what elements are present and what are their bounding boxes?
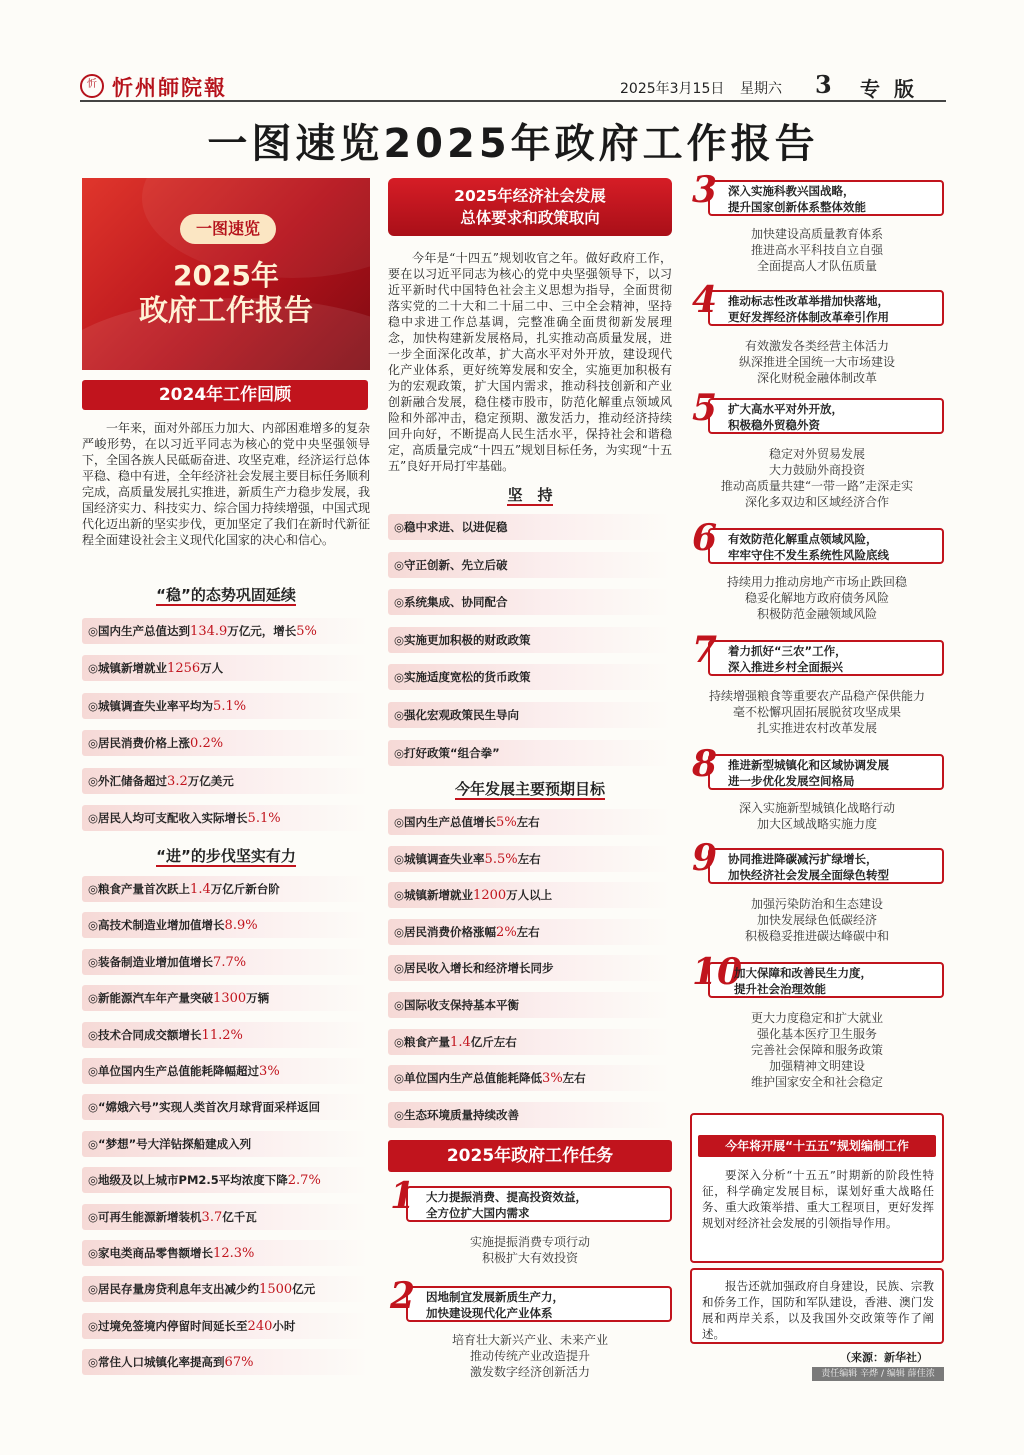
hero-title: 政府工作报告 [138, 293, 313, 327]
target-item: ◎生态环境质量持续改善 [388, 1102, 672, 1128]
task-number: 7 [692, 629, 718, 671]
stable-heading: “稳”的态势巩固延续 [156, 586, 296, 604]
policy-title-line1: 2025年经济社会发展 [454, 187, 606, 205]
extra-box [690, 1268, 944, 1344]
task-details: 加快建设高质量教育体系 推进高水平科技自立自强 全面提高人才队伍质量 [750, 227, 883, 273]
progress-indicator: ◎高技术制造业增加值增长8.9% [82, 912, 370, 938]
persist-heading: 坚 持 [507, 486, 553, 504]
review-text: 一年来，面对外部压力加大、内部困难增多的复杂严峻形势，在以习近平同志为核心的党中央坚强领导下，全国各族人民砥砺奋进、攻坚克难，经济运行总体平稳、稳中有进，全年经济社会发展主要目标任务顺利完成，高质量发展扎实推进，新质生产力稳步发展，我国经济实力、科技实力、综合国力持续增强，中国式现代化迈出新的坚实步伐，更加坚定了我们在新时代新征程全面建设社会主义现代化国家的决心和信心。 [82, 421, 371, 547]
stable-indicator: ◎居民消费价格上涨0.2% [82, 730, 370, 756]
progress-indicator: ◎新能源汽车年产量突破1300万辆 [82, 985, 370, 1011]
editor-credit: 责任编辑 辛烨 / 编辑 薛佳浓 [812, 1367, 944, 1381]
task-details: 培育壮大新兴产业、未来产业 推动传统产业改造提升 激发数字经济创新活力 [451, 1333, 608, 1379]
plan-text: 要深入分析“十五五”时期新的阶段性特征，科学确定发展目标，谋划好重大战略任务、重大政策举措、重大工程项目，更好发挥规划对经济社会发展的引领指导作用。 [702, 1168, 934, 1230]
task-title: 加大保障和改善民生力度， 提升社会治理效能 [734, 966, 872, 996]
task-details: 稳定对外贸易发展 大力鼓励外商投资 推动高质量共建“一带一路”走深走实 深化多双边和区域经济合作 [720, 447, 914, 509]
persist-item: ◎守正创新、先立后破 [388, 552, 672, 578]
persist-item: ◎稳中求进、以进促稳 [388, 514, 672, 540]
task-title: 深入实施科教兴国战略， 提升国家创新体系整体效能 [728, 184, 866, 214]
task-details: 深入实施新型城镇化战略行动 加大区域战略实施力度 [738, 801, 895, 831]
masthead [80, 72, 946, 102]
page-number: 3 [815, 70, 832, 99]
target-item: ◎城镇调查失业率5.5%左右 [388, 846, 672, 872]
task-number: 10 [692, 951, 743, 993]
task-title: 大力提振消费、提高投资效益， 全方位扩大国内需求 [426, 1190, 587, 1220]
persist-item: ◎强化宏观政策民生导向 [388, 702, 672, 728]
progress-indicator: ◎单位国内生产总值能耗降幅超过3% [82, 1058, 370, 1084]
stable-indicator: ◎国内生产总值达到134.9万亿元，增长5% [82, 618, 370, 644]
task-details: 实施提振消费专项行动 积极扩大有效投资 [469, 1235, 590, 1265]
review-heading: 2024年工作回顾 [82, 380, 368, 410]
task-number: 9 [692, 837, 718, 879]
policy-title-line2: 总体要求和政策取向 [460, 209, 600, 227]
target-item: ◎居民消费价格涨幅2%左右 [388, 919, 672, 945]
plan-box [690, 1113, 944, 1263]
tasks-heading: 2025年政府工作任务 [388, 1140, 672, 1172]
policy-title [388, 178, 672, 236]
policy-text: 今年是“十四五”规划收官之年。做好政府工作，要在以习近平同志为核心的党中央坚强领导下，以习近平新时代中国特色社会主义思想为指导，全面贯彻落实党的二十大和二十届二中、三中全会精神，坚持稳中求进工作总基调，完整准确全面贯彻新发展理念，加快构建新发展格局，扎实推动高质量发展，进一步全面深化改革，扩大高水平对外开放，建设现代化产业体系，更好统筹发展和安全，实施更加积极有为的宏观政策，扩大国内需求，推动科技创新和产业创新融合发展，稳住楼市股市，防范化解重点领域风险和外部冲击，稳定预期、激发活力，推动经济持续回升向好，不断提高人民生活水平，保持社会和谐稳定，高质量完成“十四五”规划目标任务，为实现“十五五”良好开局打牢基础。 [388, 251, 672, 473]
task-details: 加强污染防治和生态建设 加快发展绿色低碳经济 积极稳妥推进碳达峰碳中和 [744, 897, 889, 943]
persist-item: ◎实施更加积极的财政政策 [388, 627, 672, 653]
progress-indicator: ◎技术合同成交额增长11.2% [82, 1022, 370, 1048]
task-title: 推动标志性改革举措加快落地， 更好发挥经济体制改革牵引作用 [728, 294, 889, 324]
issue-date: 2025年3月15日 [620, 81, 725, 97]
task-number: 3 [692, 169, 718, 211]
progress-indicator: ◎“嫦娥六号”实现人类首次月球背面采样返回 [82, 1094, 370, 1120]
task-number: 1 [390, 1175, 416, 1217]
task-title: 着力抓好“三农”工作， 深入推进乡村全面振兴 [728, 644, 847, 674]
task-title: 有效防范化解重点领域风险， 牢牢守住不发生系统性风险底线 [728, 532, 889, 562]
progress-indicator: ◎居民存量房贷利息年支出减少约1500亿元 [82, 1276, 370, 1302]
persist-item: ◎系统集成、协同配合 [388, 589, 672, 615]
target-item: ◎居民收入增长和经济增长同步 [388, 955, 672, 981]
task-details: 持续增强粮食等重要农产品稳产保供能力 毫不松懈巩固拓展脱贫攻坚成果 扎实推进农村改革发展 [708, 689, 925, 735]
targets-heading: 今年发展主要预期目标 [454, 780, 605, 798]
target-item: ◎城镇新增就业1200万人以上 [388, 882, 672, 908]
page-title: 一图速览2025年政府工作报告 [207, 121, 819, 167]
task-title: 因地制宜发展新质生产力， 加快建设现代化产业体系 [426, 1290, 564, 1320]
progress-indicator: ◎常住人口城镇化率提高到67% [82, 1349, 370, 1375]
stable-indicator: ◎城镇调查失业率平均为5.1% [82, 693, 370, 719]
persist-item: ◎实施适度宽松的货币政策 [388, 664, 672, 690]
hero-year: 2025年 [173, 259, 279, 292]
school-seal-logo: 忻 [80, 74, 104, 98]
task-title: 扩大高水平对外开放， 积极稳外贸稳外资 [728, 402, 843, 432]
source-note: （来源：新华社） [840, 1351, 928, 1364]
target-item: ◎国内生产总值增长5%左右 [388, 809, 672, 835]
stable-indicator: ◎城镇新增就业1256万人 [82, 655, 370, 681]
task-number: 8 [692, 743, 718, 785]
weekday: 星期六 [740, 81, 782, 97]
persist-item: ◎打好政策“组合拳” [388, 740, 672, 766]
extra-text: 报告还就加强政府自身建设，民族、宗教和侨务工作，国防和军队建设，香港、澳门发展和两岸关系，以及我国外交政策等作了阐述。 [702, 1279, 934, 1341]
section-name: 专版 [860, 77, 928, 101]
plan-heading: 今年将开展“十五五”规划编制工作 [698, 1135, 936, 1157]
progress-heading: “进”的步伐坚实有力 [156, 847, 296, 865]
task-number: 6 [692, 517, 718, 559]
target-item: ◎国际收支保持基本平衡 [388, 992, 672, 1018]
stable-indicator: ◎居民人均可支配收入实际增长5.1% [82, 805, 370, 831]
progress-indicator: ◎过境免签境内停留时间延长至240小时 [82, 1313, 370, 1339]
hero-tag: 一图速览 [180, 214, 276, 244]
task-number: 5 [692, 387, 718, 429]
paper-name: 忻州師院報 [112, 75, 227, 100]
progress-indicator: ◎装备制造业增加值增长7.7% [82, 949, 370, 975]
target-item: ◎粮食产量1.4亿斤左右 [388, 1029, 672, 1055]
progress-indicator: ◎地级及以上城市PM2.5平均浓度下降2.7% [82, 1167, 370, 1193]
progress-indicator: ◎家电类商品零售额增长12.3% [82, 1240, 370, 1266]
task-details: 更大力度稳定和扩大就业 强化基本医疗卫生服务 完善社会保障和服务政策 加强精神文明建设 维护国家安全和社会稳定 [750, 1011, 883, 1089]
hero-banner [82, 178, 370, 370]
progress-indicator: ◎粮食产量首次跃上1.4万亿斤新台阶 [82, 876, 370, 902]
target-item: ◎单位国内生产总值能耗降低3%左右 [388, 1065, 672, 1091]
progress-indicator: ◎“梦想”号大洋钻探船建成入列 [82, 1131, 370, 1157]
task-title: 协同推进降碳减污扩绿增长， 加快经济社会发展全面绿色转型 [728, 852, 889, 882]
stable-indicator: ◎外汇储备超过3.2万亿美元 [82, 768, 370, 794]
task-title: 推进新型城镇化和区域协调发展 进一步优化发展空间格局 [728, 758, 889, 788]
progress-indicator: ◎可再生能源新增装机3.7亿千瓦 [82, 1204, 370, 1230]
task-number: 4 [692, 279, 718, 321]
task-number: 2 [390, 1275, 416, 1317]
task-details: 持续用力推动房地产市场止跌回稳 稳妥化解地方政府债务风险 积极防范金融领域风险 [726, 575, 907, 621]
task-details: 有效激发各类经营主体活力 纵深推进全国统一大市场建设 深化财税金融体制改革 [738, 339, 895, 385]
